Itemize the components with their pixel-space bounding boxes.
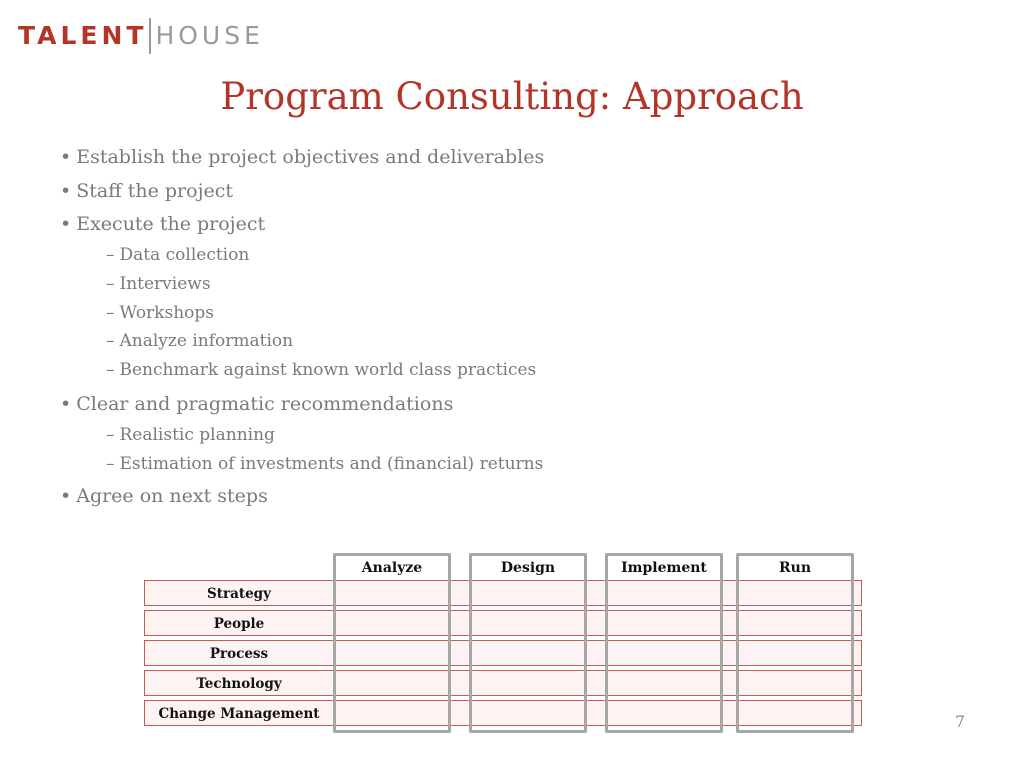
bullet-item xyxy=(60,392,453,416)
sub-bullet-text: Interviews xyxy=(119,274,211,294)
sub-bullet-marker: – xyxy=(106,274,115,294)
bullet-marker: • xyxy=(60,393,72,415)
row-label-change-management: Change Management xyxy=(158,706,320,722)
sub-bullet-marker: – xyxy=(106,360,115,380)
talenthouse-logo xyxy=(18,18,264,54)
row-label-people: People xyxy=(213,616,265,632)
sub-bullet-marker: – xyxy=(106,425,115,445)
page-number: 7 xyxy=(954,712,966,731)
logo-house-text: HOUSE xyxy=(155,21,264,50)
matrix-column-analyze xyxy=(333,553,451,733)
bullet-item xyxy=(60,212,265,236)
bullet-text: Clear and pragmatic recommendations xyxy=(76,393,454,415)
sub-bullet-text: Benchmark against known world class practices xyxy=(119,360,537,380)
logo-talent-text: TALENT xyxy=(18,21,148,50)
logo-divider xyxy=(149,18,151,54)
bullet-text: Execute the project xyxy=(76,213,266,235)
sub-bullet-item xyxy=(106,359,536,381)
bullet-text: Staff the project xyxy=(76,180,233,202)
sub-bullet-item xyxy=(106,302,214,324)
bullet-marker: • xyxy=(60,146,72,168)
sub-bullet-item xyxy=(106,244,249,266)
bullet-item xyxy=(60,484,268,508)
column-header-analyze: Analyze xyxy=(361,560,423,576)
row-label-strategy: Strategy xyxy=(207,586,271,602)
bullet-marker: • xyxy=(60,180,72,202)
sub-bullet-text: Data collection xyxy=(119,245,250,265)
row-label-technology: Technology xyxy=(196,676,282,692)
bullet-item xyxy=(60,145,544,169)
row-label-process: Process xyxy=(209,646,269,662)
bullet-text: Agree on next steps xyxy=(76,485,268,507)
column-header-design: Design xyxy=(500,560,556,576)
sub-bullet-marker: – xyxy=(106,303,115,323)
sub-bullet-text: Workshops xyxy=(119,303,214,323)
sub-bullet-marker: – xyxy=(106,245,115,265)
sub-bullet-text: Realistic planning xyxy=(119,425,275,445)
bullet-marker: • xyxy=(60,213,72,235)
sub-bullet-marker: – xyxy=(106,331,115,351)
column-header-run: Run xyxy=(779,560,811,576)
matrix-column-design xyxy=(469,553,587,733)
matrix-column-implement xyxy=(605,553,723,733)
sub-bullet-text: Estimation of investments and (financial) returns xyxy=(119,454,544,474)
column-header-implement: Implement xyxy=(621,560,707,576)
matrix-column-run xyxy=(736,553,854,733)
sub-bullet-item xyxy=(106,453,543,475)
sub-bullet-item xyxy=(106,330,293,352)
bullet-item xyxy=(60,179,233,203)
sub-bullet-text: Analyze information xyxy=(119,331,294,351)
bullet-text: Establish the project objectives and deliverables xyxy=(76,146,545,168)
slide-title: Program Consulting: Approach xyxy=(220,75,804,118)
sub-bullet-item xyxy=(106,424,275,446)
sub-bullet-marker: – xyxy=(106,454,115,474)
sub-bullet-item xyxy=(106,273,211,295)
bullet-marker: • xyxy=(60,485,72,507)
